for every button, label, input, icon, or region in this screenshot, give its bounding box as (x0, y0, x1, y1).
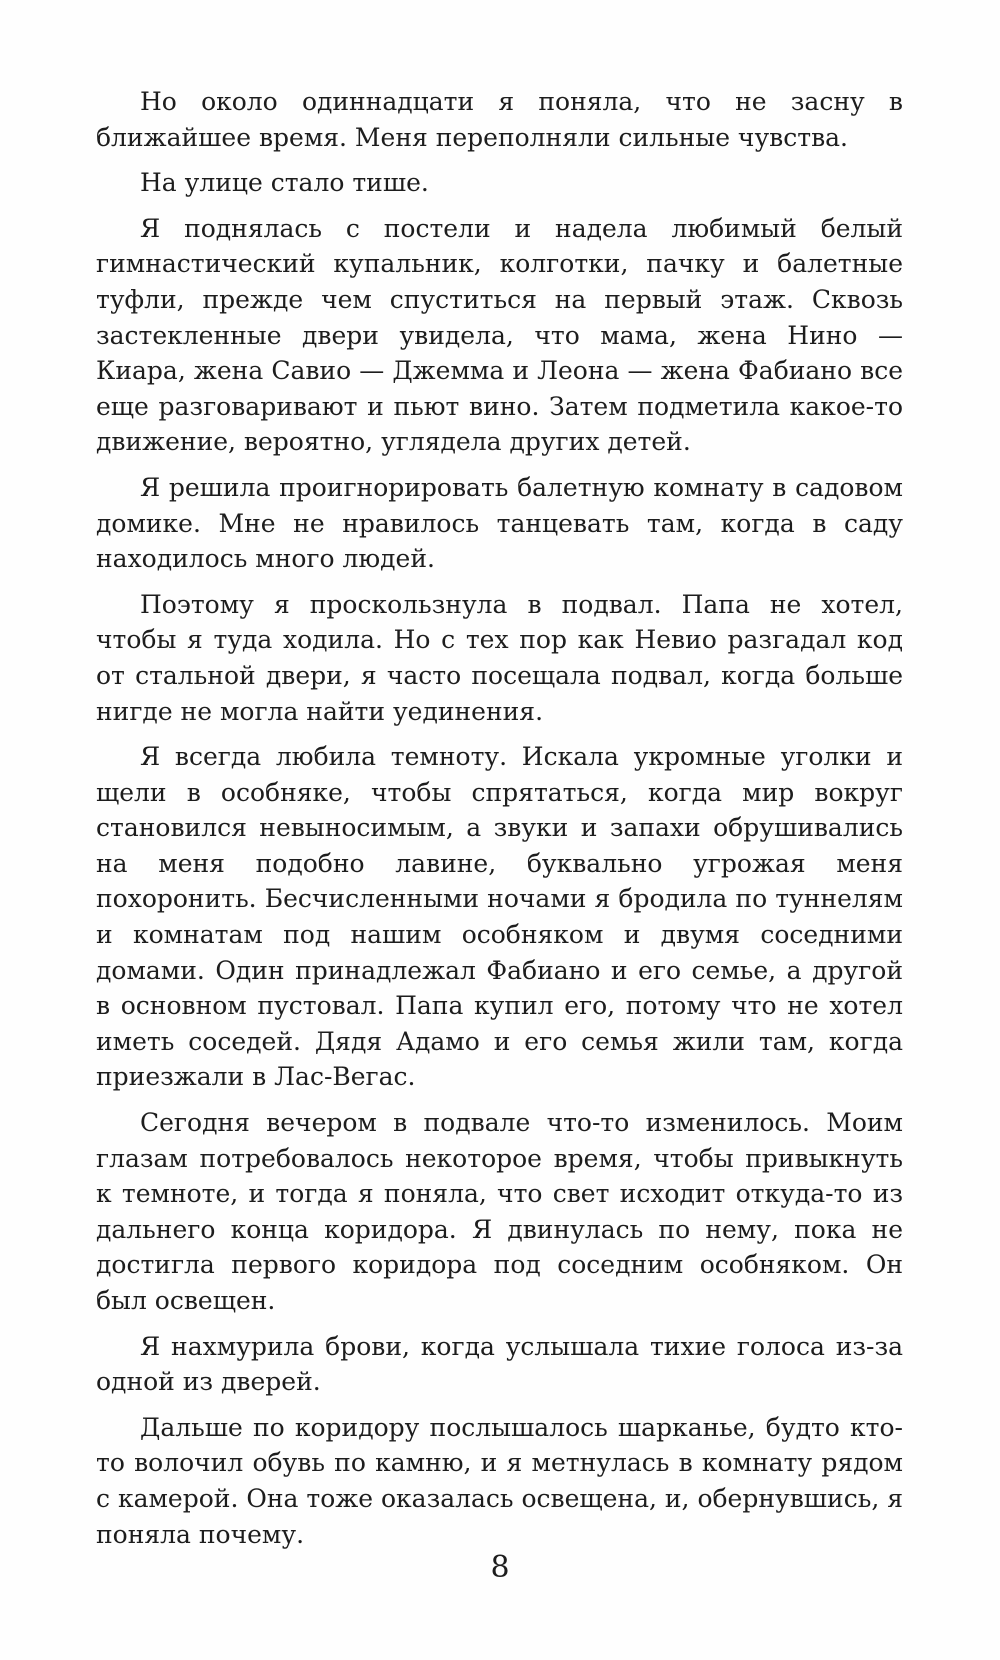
paragraph-6: Я всегда любила темноту. Искала укромные уголки и щели в особняке, чтобы спрятаться, когда мир вокруг становился невыносимым, а звуки и запахи обрушивались на меня подобно лавине, буквально угрожая меня похоронить. Бесчисленными ночами я бродила по туннелям и комнатам под нашим особняком и двумя соседними домами. Один принадлежал Фабиано и его семье, а другой в основном пустовал. Папа купил его, потому что не хотел иметь соседей. Дядя Адамо и его семья жили там, когда приезжали в Лас-Вегас. (96, 742, 903, 1092)
paragraph-5: Поэтому я проскользнула в подвал. Папа не хотел, чтобы я туда ходила. Но с тех пор как Невио разгадал код от стальной двери, я часто посещала подвал, когда больше нигде не могла найти уединения. (96, 589, 903, 726)
paragraph-1: Но около одиннадцати я поняла, что не засну в ближайшее время. Меня переполняли сильные чувства. (96, 87, 903, 152)
paragraph-8: Я нахмурила брови, когда услышала тихие голоса из-за одной из дверей. (96, 1331, 903, 1397)
paragraph-7: Сегодня вечером в подвале что-то изменилось. Моим глазам потребовалось некоторое время, чтобы привыкнуть к темноте, и тогда я поняла, что свет исходит откуда-то из дальнего конца коридора. Я двинулась по нему, пока не достигла первого коридора под соседним особняком. Он был освещен. (96, 1108, 903, 1315)
paragraph-4: Я решила проигнорировать балетную комнату в садовом домике. Мне не нравилось танцевать там, когда в саду находилось много людей. (96, 472, 903, 574)
paragraph-9: Дальше по коридору послышалось шарканье, будто кто-то волочил обувь по камню, и я метнулась в комнату рядом с камерой. Она тоже оказалась освещена, и, обернувшись, я поняла почему. (96, 1412, 903, 1549)
body-text (96, 84, 903, 1562)
paragraph-3: Я поднялась с постели и надела любимый белый гимнастический купальник, колготки, пачку и балетные туфли, прежде чем спуститься на первый этаж. Сквозь застекленные двери увидела, что мама, жена Нино — Киара, жена Савио — Джемма и Леона — жена Фабиано все еще разговаривают и пьют вино. Затем подметила какое-то движение, вероятно, углядела других детей. (96, 213, 903, 457)
page-number: 8 (490, 1550, 510, 1585)
paragraph-2: На улице стало тише. (140, 168, 429, 198)
